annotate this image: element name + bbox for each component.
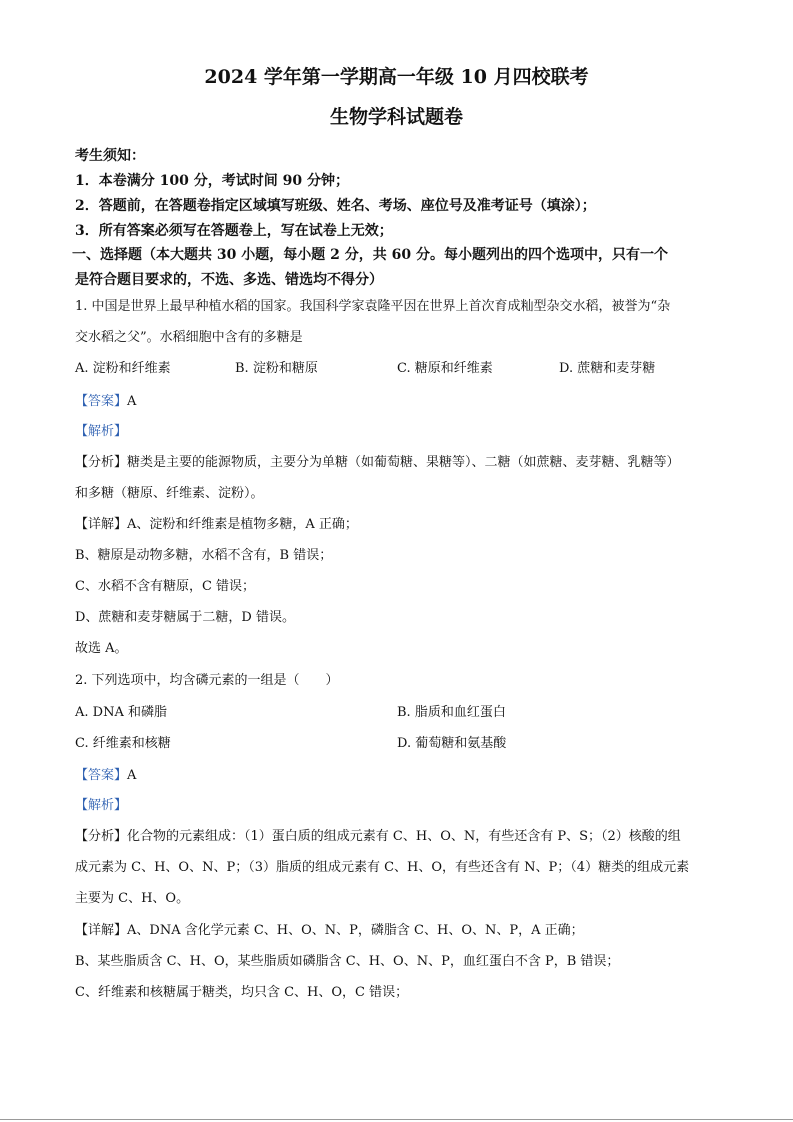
detail-text: A、DNA 含化学元素 C、H、O、N、P，磷脂含 C、H、O、N、P，A 正确； bbox=[127, 923, 584, 938]
detail-line bbox=[75, 516, 358, 534]
option-b: B. 淀粉和糖原 bbox=[235, 361, 318, 376]
notice-item: 2．答题前，在答题卷指定区域填写班级、姓名、考场、座位号及准考证号（填涂）； bbox=[75, 198, 596, 214]
notice-heading: 考生须知： bbox=[75, 148, 145, 164]
fenxi-text: 化合物的元素组成：（1）蛋白质的组成元素有 C、H、O、N，有些还含有 P、S；（2）核酸的组 bbox=[127, 829, 681, 844]
answer-line bbox=[75, 393, 136, 411]
answer-value: A bbox=[127, 394, 137, 409]
detail-line: D、蔗糖和麦芽糖属于二糖，D 错误。 bbox=[75, 610, 295, 625]
detail-line: B、糖原是动物多糖，水稻不含有，B 错误； bbox=[75, 548, 333, 563]
page-subtitle: 生物学科试题卷 bbox=[329, 106, 463, 128]
answer-line bbox=[75, 767, 136, 785]
conclusion: 故选 A。 bbox=[75, 641, 128, 656]
fenxi-tag: 【分析】 bbox=[75, 829, 128, 844]
fenxi-text: 糖类是主要的能源物质，主要分为单糖（如葡萄糖、果糖等）、二糖（如蔗糖、麦芽糖、乳糖等） bbox=[127, 455, 680, 470]
detail-line: C、纤维素和核糖属于糖类，均只含 C、H、O，C 错误； bbox=[75, 985, 409, 1000]
option-a: A. 淀粉和纤维素 bbox=[75, 361, 171, 376]
option-a: A. DNA 和磷脂 bbox=[75, 705, 167, 720]
option-c: C. 纤维素和核糖 bbox=[75, 736, 171, 751]
option-b: B. 脂质和血红蛋白 bbox=[397, 705, 506, 720]
question-stem-cont: 交水稻之父”。水稻细胞中含有的多糖是 bbox=[75, 330, 303, 345]
question-stem: 2. 下列选项中，均含磷元素的一组是（ ） bbox=[75, 673, 339, 688]
answer-tag: 【答案】 bbox=[75, 394, 128, 409]
detail-tag: 【详解】 bbox=[75, 517, 128, 532]
question-stem: 1. 中国是世界上最早种植水稻的国家。我国科学家袁隆平因在世界上首次育成籼型杂交水稻，被誉为“杂 bbox=[75, 299, 671, 314]
fenxi-tag: 【分析】 bbox=[75, 455, 128, 470]
detail-line bbox=[75, 922, 584, 940]
page-title: 2024 学年第一学期高一年级 10 月四校联考 bbox=[204, 66, 589, 88]
analysis-tag: 【解析】 bbox=[75, 798, 128, 813]
analysis-line-cont: 成元素为 C、H、O、N、P；（3）脂质的组成元素有 C、H、O，有些还含有 N、P；（4）糖类的组成元素 bbox=[75, 860, 690, 875]
notice-item: 3．所有答案必须写在答题卷上，写在试卷上无效； bbox=[75, 223, 393, 239]
section-heading-cont: 是符合题目要求的，不选、多选、错选均不得分） bbox=[75, 272, 383, 288]
analysis-tag: 【解析】 bbox=[75, 424, 128, 439]
answer-tag: 【答案】 bbox=[75, 768, 128, 783]
analysis-line bbox=[75, 454, 680, 472]
detail-line: B、某些脂质含 C、H、O，某些脂质如磷脂含 C、H、O、N、P，血红蛋白不含 P，B 错误； bbox=[75, 954, 620, 969]
option-d: D. 葡萄糖和氨基酸 bbox=[397, 736, 507, 751]
detail-tag: 【详解】 bbox=[75, 923, 128, 938]
page-divider bbox=[0, 1119, 793, 1120]
analysis-line-cont: 主要为 C、H、O。 bbox=[75, 891, 190, 906]
detail-line: C、水稻不含有糖原，C 错误； bbox=[75, 579, 256, 594]
notice-item: 1．本卷满分 100 分，考试时间 90 分钟； bbox=[75, 173, 349, 189]
answer-value: A bbox=[127, 768, 137, 783]
option-c: C. 糖原和纤维素 bbox=[397, 361, 493, 376]
detail-text: A、淀粉和纤维素是植物多糖，A 正确； bbox=[127, 517, 358, 532]
analysis-line bbox=[75, 828, 681, 846]
option-d: D. 蔗糖和麦芽糖 bbox=[559, 361, 656, 376]
section-heading: 一、选择题（本大题共 30 小题，每小题 2 分，共 60 分。每小题列出的四个选项中，只有一个 bbox=[72, 247, 668, 263]
analysis-line-cont: 和多糖（糖原、纤维素、淀粉）。 bbox=[75, 486, 264, 501]
